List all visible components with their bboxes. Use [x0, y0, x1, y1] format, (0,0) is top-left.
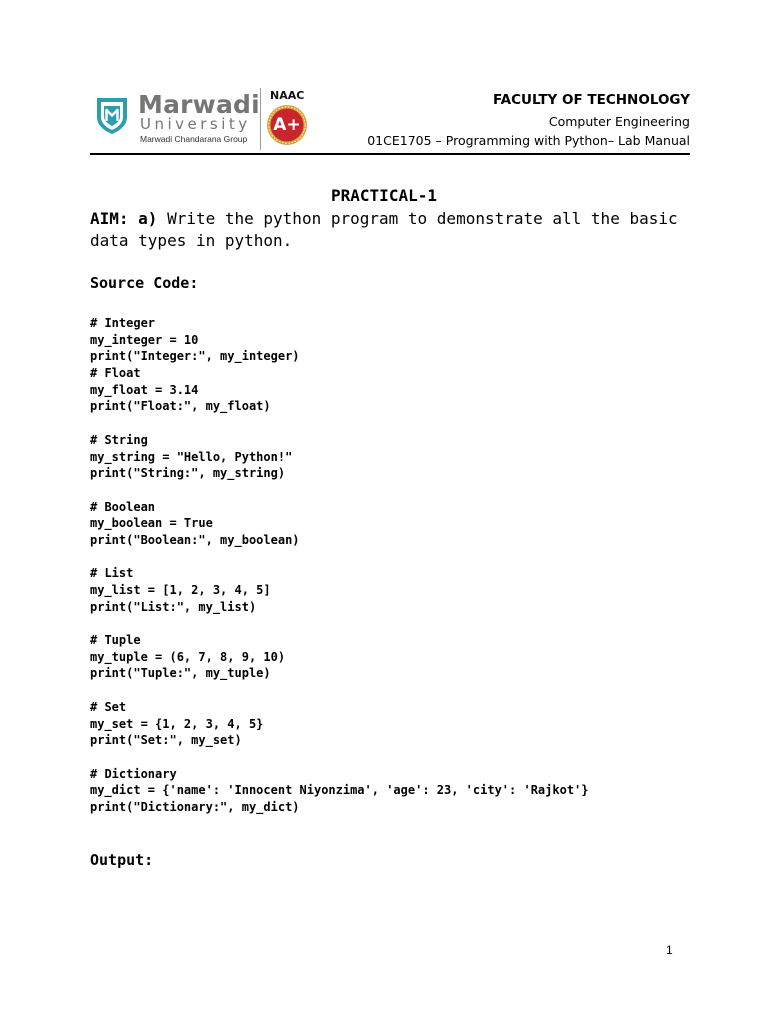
aim-text: Write the python program to demonstrate all the basic data types in python. [90, 209, 688, 250]
code-line: my_dict = {'name': 'Innocent Niyonzima', 'age': 23, 'city': 'Rajkot'} [90, 783, 589, 798]
code-line: # Integer [90, 316, 156, 330]
code-line: my_integer = 10 [90, 332, 199, 347]
code-line [90, 549, 690, 566]
code-line: print("Tuple:", my_tuple) [90, 666, 271, 681]
department-name: Computer Engineering [548, 114, 690, 129]
logo-group-name: Marwadi Chandarana Group [140, 134, 248, 144]
code-line: my_tuple = (6, 7, 8, 9, 10) [90, 649, 286, 664]
code-line: print("Set:", my_set) [90, 733, 242, 748]
university-logo [94, 90, 270, 144]
code-line [90, 749, 690, 766]
code-line: # Dictionary [90, 766, 177, 781]
code-line: my_string = "Hello, Python!" [90, 449, 293, 464]
code-line [90, 615, 690, 632]
university-shield-icon [94, 95, 130, 135]
code-line: my_boolean = True [90, 516, 213, 531]
page-number: 1 [666, 943, 673, 957]
code-line: # Float [90, 366, 141, 381]
naac-label: NAAC [270, 89, 305, 102]
naac-badge [266, 90, 310, 148]
logo-name: Marwadi [138, 90, 260, 119]
source-code-block [90, 315, 690, 816]
source-code-heading: Source Code: [90, 274, 199, 292]
code-line [90, 482, 690, 499]
code-line: my_set = {1, 2, 3, 4, 5} [90, 716, 264, 731]
code-line: print("Float:", my_float) [90, 399, 271, 414]
code-line: # Boolean [90, 499, 156, 514]
practical-title: PRACTICAL-1 [331, 186, 437, 205]
naac-grade: A+ [273, 115, 301, 135]
aim-label: AIM: [90, 209, 129, 228]
header-divider [260, 88, 261, 150]
code-line: print("Dictionary:", my_dict) [90, 799, 300, 814]
header-rule [90, 153, 690, 155]
page-header [90, 84, 690, 154]
code-line [90, 415, 690, 432]
code-line: print("Boolean:", my_boolean) [90, 532, 300, 547]
code-line: my_float = 3.14 [90, 382, 199, 397]
output-heading: Output: [90, 851, 154, 869]
header-info [367, 90, 690, 150]
code-line: # Tuple [90, 633, 141, 648]
code-line: # Set [90, 699, 127, 714]
code-line: print("String:", my_string) [90, 466, 286, 481]
aim-part: a) [138, 209, 158, 228]
code-line: print("Integer:", my_integer) [90, 349, 300, 364]
code-line: # List [90, 566, 134, 581]
faculty-name: FACULTY OF TECHNOLOGY [492, 92, 690, 108]
logo-subtitle: University [140, 115, 251, 133]
code-line: # String [90, 432, 148, 447]
aim-statement [90, 208, 690, 252]
code-line: print("List:", my_list) [90, 599, 257, 614]
code-line [90, 682, 690, 699]
course-title: 01CE1705 – Programming with Python– Lab Manual [367, 133, 690, 148]
code-line: my_list = [1, 2, 3, 4, 5] [90, 583, 271, 597]
